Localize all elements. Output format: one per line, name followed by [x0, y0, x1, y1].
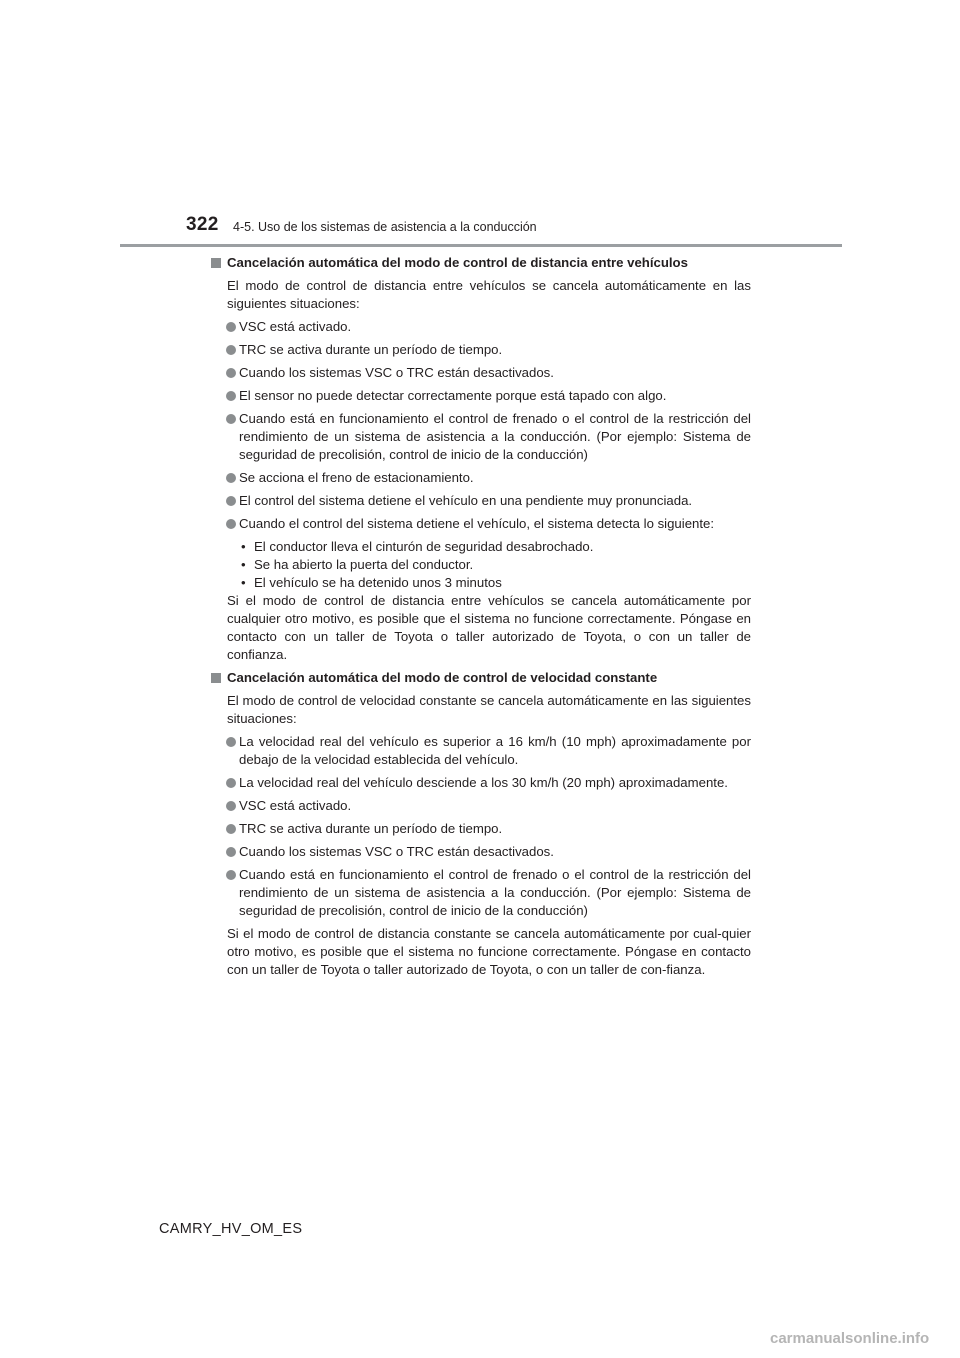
- intro-paragraph: El modo de control de velocidad constante se cancela automáticamente en las siguientes situaciones:: [227, 693, 751, 726]
- header-divider: [120, 244, 842, 247]
- circle-bullet-icon: [226, 368, 236, 378]
- circle-bullet-icon: [226, 870, 236, 880]
- sub-bullet-marker: •: [241, 539, 246, 554]
- list-item: [211, 774, 751, 792]
- list-item-text: La velocidad real del vehículo es superior a 16 km/h (10 mph) aproximadamente por debajo de la velocidad establecida del vehículo.: [239, 734, 751, 767]
- section-heading-distance: [211, 254, 751, 272]
- list-item-text: TRC se activa durante un período de tiempo.: [239, 342, 503, 357]
- circle-bullet-icon: [226, 496, 236, 506]
- list-item: [211, 341, 751, 359]
- list-item: [211, 469, 751, 487]
- list-item: [211, 318, 751, 336]
- watermark: carmanualsonline.info: [770, 1330, 930, 1347]
- circle-bullet-icon: [226, 322, 236, 332]
- list-item: [211, 515, 751, 533]
- circle-bullet-icon: [226, 737, 236, 747]
- section-heading-speed: [211, 669, 751, 687]
- document-code: CAMRY_HV_OM_ES: [159, 1221, 303, 1237]
- list-item: [211, 820, 751, 838]
- circle-bullet-icon: [226, 824, 236, 834]
- list-item-text: VSC está activado.: [239, 319, 352, 334]
- list-item: [211, 492, 751, 510]
- sub-list-item: [211, 538, 751, 556]
- circle-bullet-icon: [226, 801, 236, 811]
- list-item: [211, 364, 751, 382]
- list-item-text: La velocidad real del vehículo desciende a los 30 km/h (20 mph) aproximadamente.: [239, 775, 728, 790]
- main-content: [211, 254, 751, 984]
- heading-text: Cancelación automática del modo de control de distancia entre vehículos: [227, 255, 688, 270]
- sub-list-item: [211, 556, 751, 574]
- sub-list-item-text: Se ha abierto la puerta del conductor.: [254, 557, 474, 572]
- circle-bullet-icon: [226, 778, 236, 788]
- intro-paragraph: El modo de control de distancia entre vehículos se cancela automáticamente en las siguientes situaciones:: [227, 278, 751, 311]
- list-item-text: Cuando está en funcionamiento el control de frenado o el control de la restricción del rendimiento de un sistema de asistencia a la conducción. (Por ejemplo: Sistema de seguridad de precolisión, control de inicio de la conducción): [239, 867, 751, 918]
- list-item: [211, 843, 751, 861]
- sub-bullet-marker: •: [241, 557, 246, 572]
- page-number: 322: [186, 214, 219, 235]
- list-item-text: Cuando está en funcionamiento el control de frenado o el control de la restricción del rendimiento de un sistema de asistencia a la conducción. (Por ejemplo: Sistema de seguridad de precolisión, control de inicio de la conducción): [239, 411, 751, 462]
- list-item-text: El sensor no puede detectar correctamente porque está tapado con algo.: [239, 388, 667, 403]
- circle-bullet-icon: [226, 473, 236, 483]
- list-item: [211, 866, 751, 920]
- list-item-text: TRC se activa durante un período de tiempo.: [239, 821, 503, 836]
- sub-list-item-text: El vehículo se ha detenido unos 3 minutos: [254, 575, 502, 590]
- list-item: [211, 733, 751, 769]
- list-item-text: Se acciona el freno de estacionamiento.: [239, 470, 474, 485]
- list-item: [211, 797, 751, 815]
- list-item-text: El control del sistema detiene el vehículo en una pendiente muy pronunciada.: [239, 493, 693, 508]
- closing-paragraph: Si el modo de control de distancia entre vehículos se cancela automáticamente por cualquier otro motivo, es posible que el sistema no funcione correctamente. Póngase en contacto con un taller de Toyota o taller autorizado de Toyota, o con un taller de confianza.: [227, 593, 751, 662]
- circle-bullet-icon: [226, 847, 236, 857]
- sub-list-item-text: El conductor lleva el cinturón de seguridad desabrochado.: [254, 539, 594, 554]
- square-bullet-icon: [211, 258, 221, 268]
- list-item: [211, 410, 751, 464]
- circle-bullet-icon: [226, 391, 236, 401]
- list-item-text: VSC está activado.: [239, 798, 352, 813]
- heading-text: Cancelación automática del modo de control de velocidad constante: [227, 670, 658, 685]
- square-bullet-icon: [211, 673, 221, 683]
- circle-bullet-icon: [226, 519, 236, 529]
- list-item-text: Cuando el control del sistema detiene el vehículo, el sistema detecta lo siguiente:: [239, 516, 715, 531]
- circle-bullet-icon: [226, 414, 236, 424]
- section-title: 4-5. Uso de los sistemas de asistencia a la conducción: [233, 220, 537, 234]
- closing-paragraph: Si el modo de control de distancia constante se cancela automáticamente por cual-quier otro motivo, es posible que el sistema no funcione correctamente. Póngase en contacto con un taller de Toyota o taller autorizado de Toyota, o con un taller de con-fianza.: [227, 926, 751, 977]
- list-item-text: Cuando los sistemas VSC o TRC están desactivados.: [239, 365, 554, 380]
- circle-bullet-icon: [226, 345, 236, 355]
- sub-list-item: [211, 574, 751, 592]
- sub-bullet-marker: •: [241, 575, 246, 590]
- list-item: [211, 387, 751, 405]
- list-item-text: Cuando los sistemas VSC o TRC están desactivados.: [239, 844, 554, 859]
